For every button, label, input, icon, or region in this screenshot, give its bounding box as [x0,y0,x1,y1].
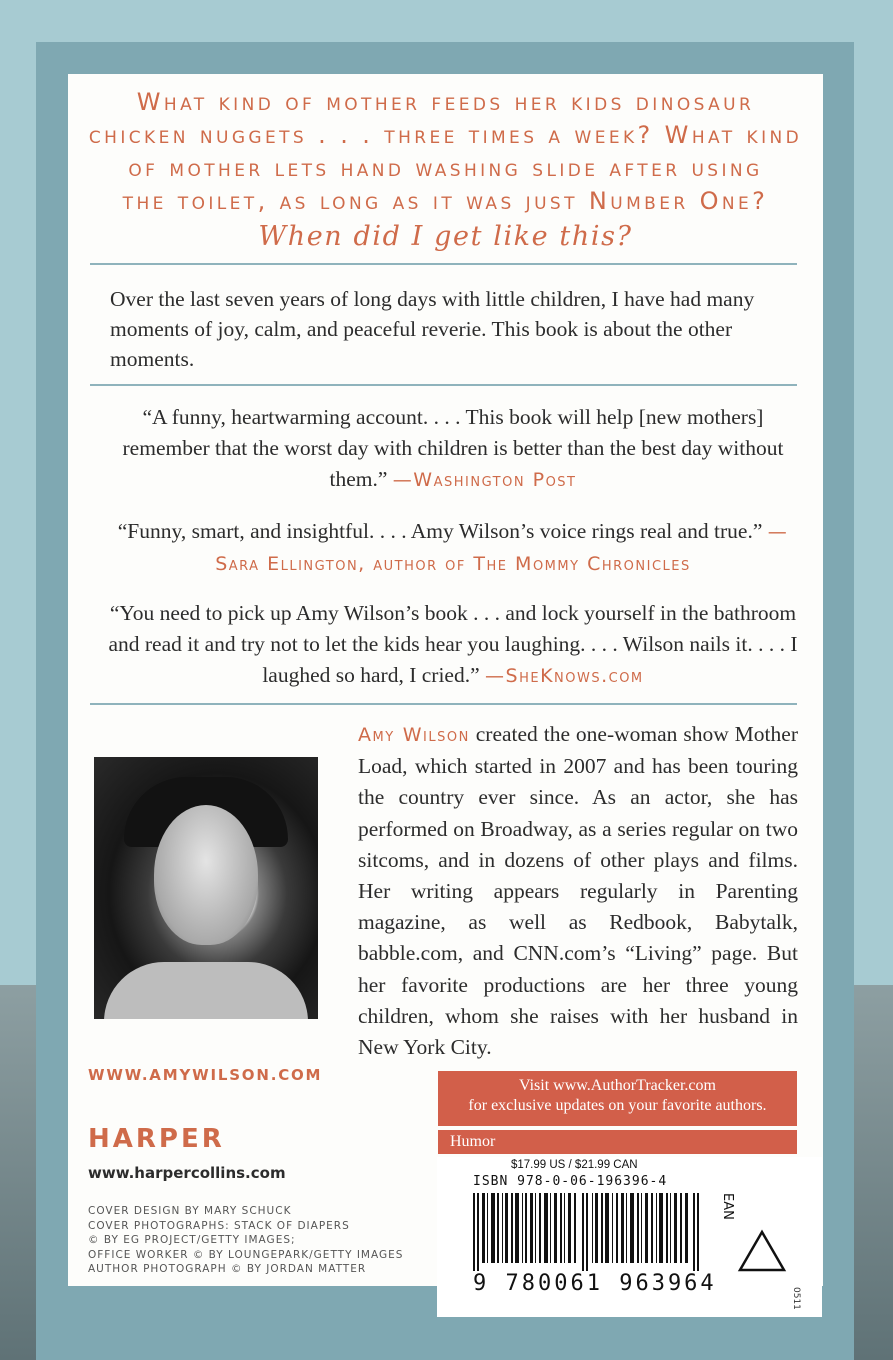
author-name: Amy Wilson [358,724,470,746]
author-website[interactable]: WWW.AMYWILSON.COM [88,1066,323,1084]
price: $17.99 US / $21.99 CAN [511,1159,638,1171]
headline-script: When did I get like this? [258,221,633,252]
barcode-bars [467,1193,717,1271]
quote-source: —Washington Post [392,469,577,491]
credit-line: COVER PHOTOGRAPHS: STACK OF DIAPERS [88,1219,350,1232]
quote-text: “A funny, heartwarming account. . . . This book will help [new mothers] remember that the worst day with children is better than the best day without them.” [122,405,784,491]
cover-credits [88,1204,403,1277]
category-label: Humor [438,1130,797,1154]
quote-source: —Sara Ellington, author of The Mommy Chronicles [215,521,789,575]
ean-label: EAN [720,1193,735,1220]
quote-source: —SheKnows.com [485,665,644,687]
triangle-icon [737,1229,787,1273]
print-code: 0511 [791,1287,801,1310]
intro-text: Over the last seven years of long days with little children, I have had many moments of joy, calm, and peaceful reverie. This book is about the other moments. [110,287,755,371]
author-bio [358,719,798,1063]
credit-line: AUTHOR PHOTOGRAPH © BY JORDAN MATTER [88,1263,367,1275]
divider [90,703,797,705]
credit-line: OFFICE WORKER © BY LOUNGEPARK/GETTY IMAGES [88,1248,404,1261]
credit-line: © BY EG PROJECT/GETTY IMAGES; [88,1234,296,1246]
headline-line: What kind of mother feeds her kids dinosaur [136,88,755,116]
review-quote [108,598,798,692]
back-cover-panel [68,74,823,1286]
quote-text: “Funny, smart, and insightful. . . . Amy Wilson’s voice rings real and true.” [117,519,768,543]
headline-line: the toilet, as long as it was just Number One? [122,187,769,215]
headline [68,86,823,253]
publisher-logo: HARPER [88,1124,225,1154]
author-photo [94,757,318,1019]
headline-line: of mother lets hand washing slide after using [128,154,763,182]
publisher-url[interactable]: www.harpercollins.com [88,1164,286,1182]
divider [90,263,797,265]
headline-line: chicken nuggets . . . three times a week? What kind [88,121,803,149]
authortracker-banner [438,1071,797,1126]
review-quote [108,516,798,580]
isbn: ISBN 978-0-06-196396-4 [473,1174,668,1189]
bio-text: created the one-woman show Mother Load, which started in 2007 and has been touring the country ever since. As an actor, she has performed on Broadway, as a series regular on two sitcoms, and in dozens of other plays and films. Her writing appears regularly in Parenting magazine, as well as Redbook, Babytalk, babble.com, and CNN.com’s “Living” page. But her favorite productions are her three young children, whom she raises with her husband in New York City. [358,722,798,1060]
barcode-box [437,1157,822,1317]
review-quote [108,402,798,496]
divider [90,384,797,386]
credit-line: COVER DESIGN BY MARY SCHUCK [88,1205,292,1217]
tracker-line: for exclusive updates on your favorite authors. [468,1097,767,1114]
tracker-line: Visit www.AuthorTracker.com [519,1077,716,1094]
ean-digits: 9 780061 963964 [473,1271,717,1296]
quote-text: “You need to pick up Amy Wilson’s book . . . and lock yourself in the bathroom and read it and try not to let the kids hear you laughing. . . . Wilson nails it. . . . I laughed so hard, I cried.” [108,601,798,687]
